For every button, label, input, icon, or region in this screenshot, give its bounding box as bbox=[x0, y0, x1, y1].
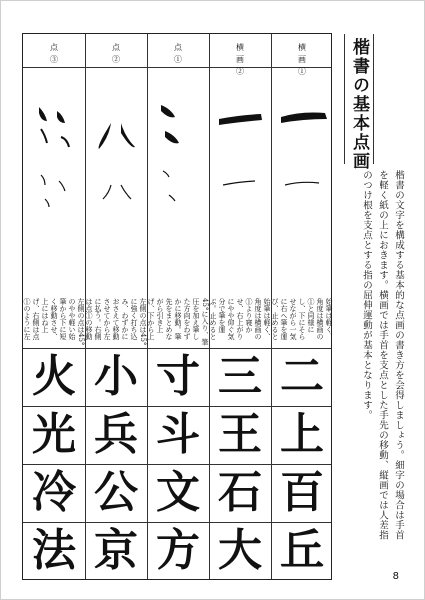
example-character: 三 bbox=[218, 351, 262, 402]
page-number: 8 bbox=[392, 571, 399, 582]
example-character: 上 bbox=[280, 409, 324, 460]
page-title: 楷書の基本点画 bbox=[349, 38, 369, 171]
example-character: 京 bbox=[94, 525, 138, 576]
stroke-description-yokokaku-1: 始筆は軽く、角度は横画の①と同様にし、下にそらせながら一気に右へ筆を運び、止めると bbox=[271, 298, 333, 340]
stroke-sample-ten-3 bbox=[23, 67, 85, 297]
example-character: 斗 bbox=[156, 409, 200, 460]
example-character: 方 bbox=[156, 525, 200, 576]
example-character: 石 bbox=[218, 467, 262, 518]
example-character: 冷 bbox=[32, 467, 76, 518]
example-character: 公 bbox=[94, 467, 138, 518]
example-character: 兵 bbox=[94, 409, 138, 460]
example-character: 光 bbox=[32, 409, 76, 460]
example-character: 大 bbox=[218, 525, 262, 576]
column-header-ten-3: 点③ bbox=[50, 43, 58, 64]
stroke-sample-ten-1 bbox=[147, 67, 209, 297]
column-header-ten-1: 点① bbox=[174, 43, 182, 64]
example-character: 百 bbox=[280, 467, 324, 518]
stroke-description-ten-1: 45°に入り、筆圧を加え筆した方向をわずかに移動。筆先をまとめながら引き上げ、下から上 bbox=[147, 298, 209, 346]
column-header-ten-2: 点② bbox=[112, 43, 120, 64]
example-character: 小 bbox=[94, 351, 138, 402]
stroke-sample-yokokaku-1 bbox=[271, 67, 333, 297]
column-header-yokokaku-1: 横画① bbox=[298, 43, 306, 76]
example-character: 火 bbox=[32, 351, 76, 402]
example-character: 丘 bbox=[280, 525, 324, 576]
stroke-description-yokokaku-2: 始筆は軽く、角度は横画の①より寝かせ、右上がりにやや仰ぐ気分で筆を運ぶ。止めると bbox=[209, 298, 271, 340]
example-character: 文 bbox=[156, 467, 200, 518]
stroke-sample-ten-2 bbox=[85, 67, 147, 297]
stroke-sample-yokokaku-2 bbox=[209, 67, 271, 297]
example-character: 法 bbox=[32, 525, 76, 576]
column-header-yokokaku-2: 横画② bbox=[236, 43, 244, 76]
example-character: 王 bbox=[218, 409, 262, 460]
example-character: 寸 bbox=[156, 351, 200, 402]
intro-text: 楷書の文字を構成する基本的な点画の書き方を会得しましょう。細字の場合は手首を軽く紙の上におきます。横画では手首を支点とした手先の移動、縦画では人差指のつけ根を支点とする指の屈伸運動が基本となります。 bbox=[361, 170, 404, 540]
stroke-description-ten-2: 左側の点は45°に強く打ち込み、わずかにおさえて移動させてから左に払う。右側は点①の移動 bbox=[85, 298, 147, 346]
example-character: 二 bbox=[280, 351, 324, 402]
practice-grid bbox=[22, 33, 332, 580]
stroke-description-ten-3: 左側の点は45°のやや軽い始筆から下に短く移動させ、上にはね上げ、右側は点①のように左 bbox=[23, 298, 85, 346]
